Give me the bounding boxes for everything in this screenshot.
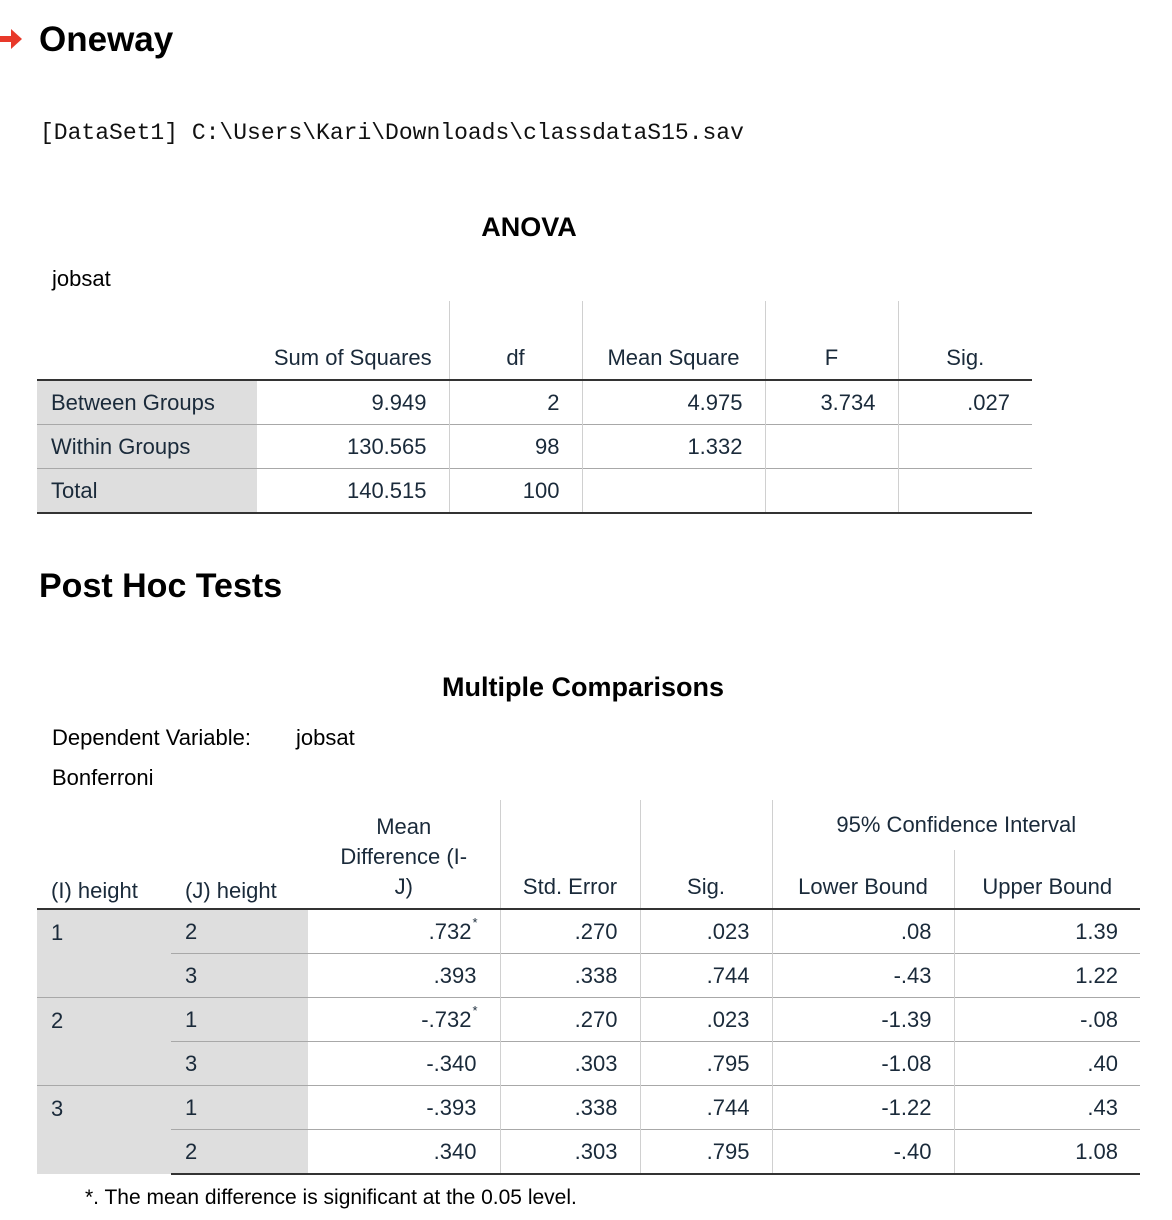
std-error-cell: .303 <box>500 1042 640 1086</box>
i-height-cell: 1 <box>37 909 171 998</box>
j-height-cell: 3 <box>171 954 308 998</box>
lower-bound-cell: -1.22 <box>772 1086 954 1130</box>
row-label: Within Groups <box>37 425 257 469</box>
header-confidence-interval: 95% Confidence Interval <box>772 800 1140 850</box>
upper-bound-cell: -.08 <box>954 998 1140 1042</box>
comparisons-title: Multiple Comparisons <box>441 672 725 702</box>
anova-corner <box>37 301 257 380</box>
mean-difference-cell <box>308 1086 500 1130</box>
sig-cell: .023 <box>640 998 772 1042</box>
j-height-cell: 3 <box>171 1042 308 1086</box>
header-mean-difference: Mean Difference (I-J) <box>340 814 468 899</box>
multiple-comparisons-table <box>37 800 1140 1175</box>
row-label: Between Groups <box>37 380 257 425</box>
std-error-cell: .270 <box>500 909 640 954</box>
anova-row-within <box>37 425 1032 469</box>
sig-value <box>898 425 1032 469</box>
mean-sq-value: 1.332 <box>582 425 765 469</box>
i-height-cell: 2 <box>37 998 171 1086</box>
lower-bound-cell: -1.08 <box>772 1042 954 1086</box>
j-height-cell: 2 <box>171 1130 308 1175</box>
mean-sq-value: 4.975 <box>582 380 765 425</box>
mean-sq-value <box>582 469 765 514</box>
mean-difference-cell <box>308 954 500 998</box>
comparisons-header-row <box>37 800 1140 850</box>
arrow-icon <box>0 26 24 52</box>
f-value <box>765 425 898 469</box>
sum-sq-value: 130.565 <box>257 425 449 469</box>
mean-difference-value: -.732 <box>421 1006 472 1032</box>
lower-bound-cell: -.40 <box>772 1130 954 1175</box>
mean-difference-cell <box>308 909 500 954</box>
significance-star: * <box>472 914 478 930</box>
mean-difference-value: .732 <box>428 918 472 944</box>
j-height-cell: 2 <box>171 909 308 954</box>
std-error-cell: .270 <box>500 998 640 1042</box>
comparison-row <box>37 1086 1140 1130</box>
significance-star: * <box>472 1002 478 1018</box>
j-height-cell: 1 <box>171 1086 308 1130</box>
method-label: Bonferroni <box>52 765 154 790</box>
sig-cell: .744 <box>640 1086 772 1130</box>
std-error-cell: .338 <box>500 954 640 998</box>
header-sig: Sig. <box>898 301 1032 380</box>
lower-bound-cell: -.43 <box>772 954 954 998</box>
j-height-cell: 1 <box>171 998 308 1042</box>
anova-title: ANOVA <box>481 212 577 242</box>
mean-difference-cell <box>308 1042 500 1086</box>
anova-row-between <box>37 380 1032 425</box>
upper-bound-cell: 1.22 <box>954 954 1140 998</box>
dataset-path: [DataSet1] C:\Users\Kari\Downloads\classdataS15.sav <box>40 120 744 146</box>
mean-difference-value: -.393 <box>426 1094 477 1120</box>
upper-bound-cell: 1.08 <box>954 1130 1140 1175</box>
dependent-variable-value: jobsat <box>296 725 355 750</box>
df-value: 100 <box>449 469 582 514</box>
anova-table <box>37 301 1032 514</box>
comparison-row <box>37 998 1140 1042</box>
header-sum-of-squares: Sum of Squares <box>273 345 432 370</box>
header-df: df <box>449 301 582 380</box>
header-mean-square: Mean Square <box>582 301 765 380</box>
anova-variable: jobsat <box>52 266 111 291</box>
sig-value <box>898 469 1032 514</box>
anova-row-total <box>37 469 1032 514</box>
lower-bound-cell: .08 <box>772 909 954 954</box>
comparison-row <box>37 954 1140 998</box>
mean-difference-value: .393 <box>433 962 477 988</box>
comparison-row <box>37 1130 1140 1175</box>
anova-header-row <box>37 301 1032 380</box>
comparison-row <box>37 1042 1140 1086</box>
sum-sq-value: 140.515 <box>257 469 449 514</box>
sig-cell: .795 <box>640 1042 772 1086</box>
std-error-cell: .303 <box>500 1130 640 1175</box>
header-upper-bound: Upper Bound <box>954 850 1140 909</box>
mean-difference-cell <box>308 998 500 1042</box>
df-value: 98 <box>449 425 582 469</box>
header-sig: Sig. <box>640 800 772 909</box>
sum-sq-value: 9.949 <box>257 380 449 425</box>
sig-cell: .744 <box>640 954 772 998</box>
f-value: 3.734 <box>765 380 898 425</box>
sig-cell: .023 <box>640 909 772 954</box>
i-height-cell: 3 <box>37 1086 171 1175</box>
sig-cell: .795 <box>640 1130 772 1175</box>
mean-difference-value: .340 <box>433 1138 477 1164</box>
f-value <box>765 469 898 514</box>
header-i-height: (I) height <box>51 878 138 903</box>
comparison-row <box>37 909 1140 954</box>
lower-bound-cell: -1.39 <box>772 998 954 1042</box>
footnote: *. The mean difference is significant at the 0.05 level. <box>85 1186 577 1209</box>
header-lower-bound: Lower Bound <box>772 850 954 909</box>
mean-difference-value: -.340 <box>426 1050 477 1076</box>
oneway-heading: Oneway <box>39 20 174 59</box>
std-error-cell: .338 <box>500 1086 640 1130</box>
header-j-height: (J) height <box>185 878 277 903</box>
upper-bound-cell: .40 <box>954 1042 1140 1086</box>
sig-value: .027 <box>898 380 1032 425</box>
mean-difference-cell <box>308 1130 500 1175</box>
upper-bound-cell: 1.39 <box>954 909 1140 954</box>
df-value: 2 <box>449 380 582 425</box>
upper-bound-cell: .43 <box>954 1086 1140 1130</box>
post-hoc-heading: Post Hoc Tests <box>39 567 283 605</box>
header-std-error: Std. Error <box>500 800 640 909</box>
row-label: Total <box>37 469 257 514</box>
dependent-variable-label: Dependent Variable: <box>52 725 251 750</box>
header-f: F <box>765 301 898 380</box>
